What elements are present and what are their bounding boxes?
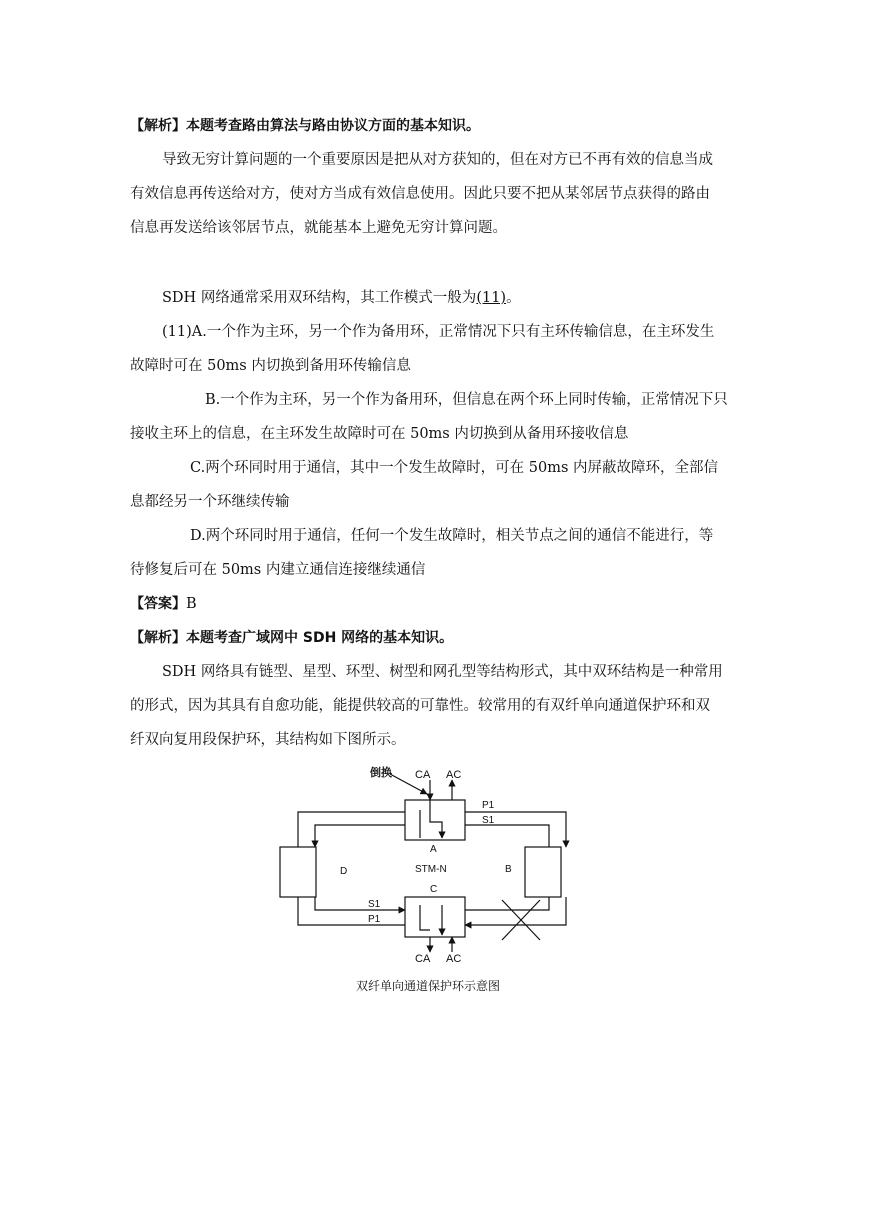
option-b-text: 一个作为主环，另一个作为备用环，但信息在两个环上同时传输，正常情况下只	[220, 392, 728, 408]
option-b-label: B.	[205, 392, 221, 408]
question-blank: (11)	[476, 290, 507, 306]
paragraph-line: 信息再发送给该邻居节点，就能基本上避免无穷计算问题。	[130, 220, 507, 236]
paragraph-line: 有效信息再传送给对方，使对方当成有效信息使用。因此只要不把从某邻居节点获得的路由	[130, 186, 710, 202]
answer-value: B	[186, 596, 197, 612]
node-c-internal	[420, 905, 430, 930]
option-d-line-1	[190, 526, 713, 546]
node-a-internal	[430, 800, 442, 838]
analysis-heading-2: 【解析】本题考查广域网中 SDH 网络的基本知识。	[130, 630, 454, 646]
option-a-text: 一个作为主环，另一个作为备用环，正常情况下只有主环传输信息，在主环发生	[206, 324, 715, 340]
label-d: D	[340, 866, 348, 877]
option-c-label: C.	[190, 460, 206, 476]
figure-caption: 双纤单向通道保护环示意图	[356, 979, 501, 993]
outer-ring-top-left	[298, 812, 405, 847]
answer-line	[130, 594, 197, 614]
label-s1-bottom: S1	[368, 899, 381, 910]
outer-ring-top-right	[465, 812, 566, 847]
paragraph-line: 的形式，因为其具有自愈功能，能提供较高的可靠性。较常用的有双纤单向通道保护环和双	[130, 698, 710, 714]
option-a-line-2: 故障时可在 50ms 内切换到备用环传输信息	[130, 358, 411, 374]
outer-ring-bottom-left	[298, 897, 405, 925]
label-switch: 倒换	[370, 767, 392, 779]
label-p1-top: P1	[482, 800, 495, 811]
sdh-ring-diagram	[270, 760, 600, 1000]
option-d-line-2: 待修复后可在 50ms 内建立通信连接继续通信	[130, 562, 426, 578]
paragraph-line: 纤双向复用段保护环，其结构如下图所示。	[130, 732, 406, 748]
label-s1-top: S1	[482, 815, 495, 826]
label-b: B	[505, 864, 512, 875]
option-b-line-1	[205, 390, 728, 410]
label-ca-top: CA	[415, 769, 431, 781]
option-d-text: 两个环同时用于通信，任何一个发生故障时，相关节点之间的通信不能进行，等	[205, 528, 714, 544]
option-a-line-1	[162, 322, 714, 342]
option-a-label: (11)A.	[162, 324, 207, 340]
label-ac-bottom: AC	[446, 953, 462, 965]
option-c-text: 两个环同时用于通信，其中一个发生故障时，可在 50ms 内屏蔽故障环，全部信	[205, 460, 719, 476]
node-d-box	[280, 847, 316, 897]
paragraph-line: 导致无穷计算问题的一个重要原因是把从对方获知的，但在对方已不再有效的信息当成	[162, 152, 713, 168]
question-stem-end: 。	[506, 290, 521, 306]
inner-ring-bottom-left	[315, 897, 405, 910]
label-ca-bottom: CA	[415, 953, 431, 965]
paragraph-line: SDH 网络具有链型、星型、环型、树型和网孔型等结构形式，其中双环结构是一种常用	[162, 664, 723, 680]
inner-ring-top-right	[465, 825, 549, 847]
option-d-label: D.	[190, 528, 206, 544]
label-a: A	[430, 844, 437, 855]
label-stm: STM-N	[415, 864, 447, 875]
label-c: C	[430, 884, 438, 895]
label-ac-top: AC	[446, 769, 462, 781]
label-p1-bottom: P1	[368, 914, 381, 925]
option-b-line-2: 接收主环上的信息，在主环发生故障时可在 50ms 内切换到从备用环接收信息	[130, 426, 629, 442]
node-a-box	[405, 800, 465, 840]
node-b-box	[525, 847, 561, 897]
question-stem	[162, 288, 521, 308]
inner-ring-top-left	[315, 825, 405, 847]
option-c-line-1	[190, 458, 718, 478]
question-stem-text: SDH 网络通常采用双环结构，其工作模式一般为	[162, 290, 477, 306]
outer-ring-bottom-right	[465, 897, 566, 925]
node-c-box	[405, 897, 465, 937]
option-c-line-2: 息都经另一个环继续传输	[130, 494, 290, 510]
answer-label: 【答案】	[130, 596, 186, 612]
analysis-heading-1: 【解析】本题考查路由算法与路由协议方面的基本知识。	[130, 118, 480, 134]
